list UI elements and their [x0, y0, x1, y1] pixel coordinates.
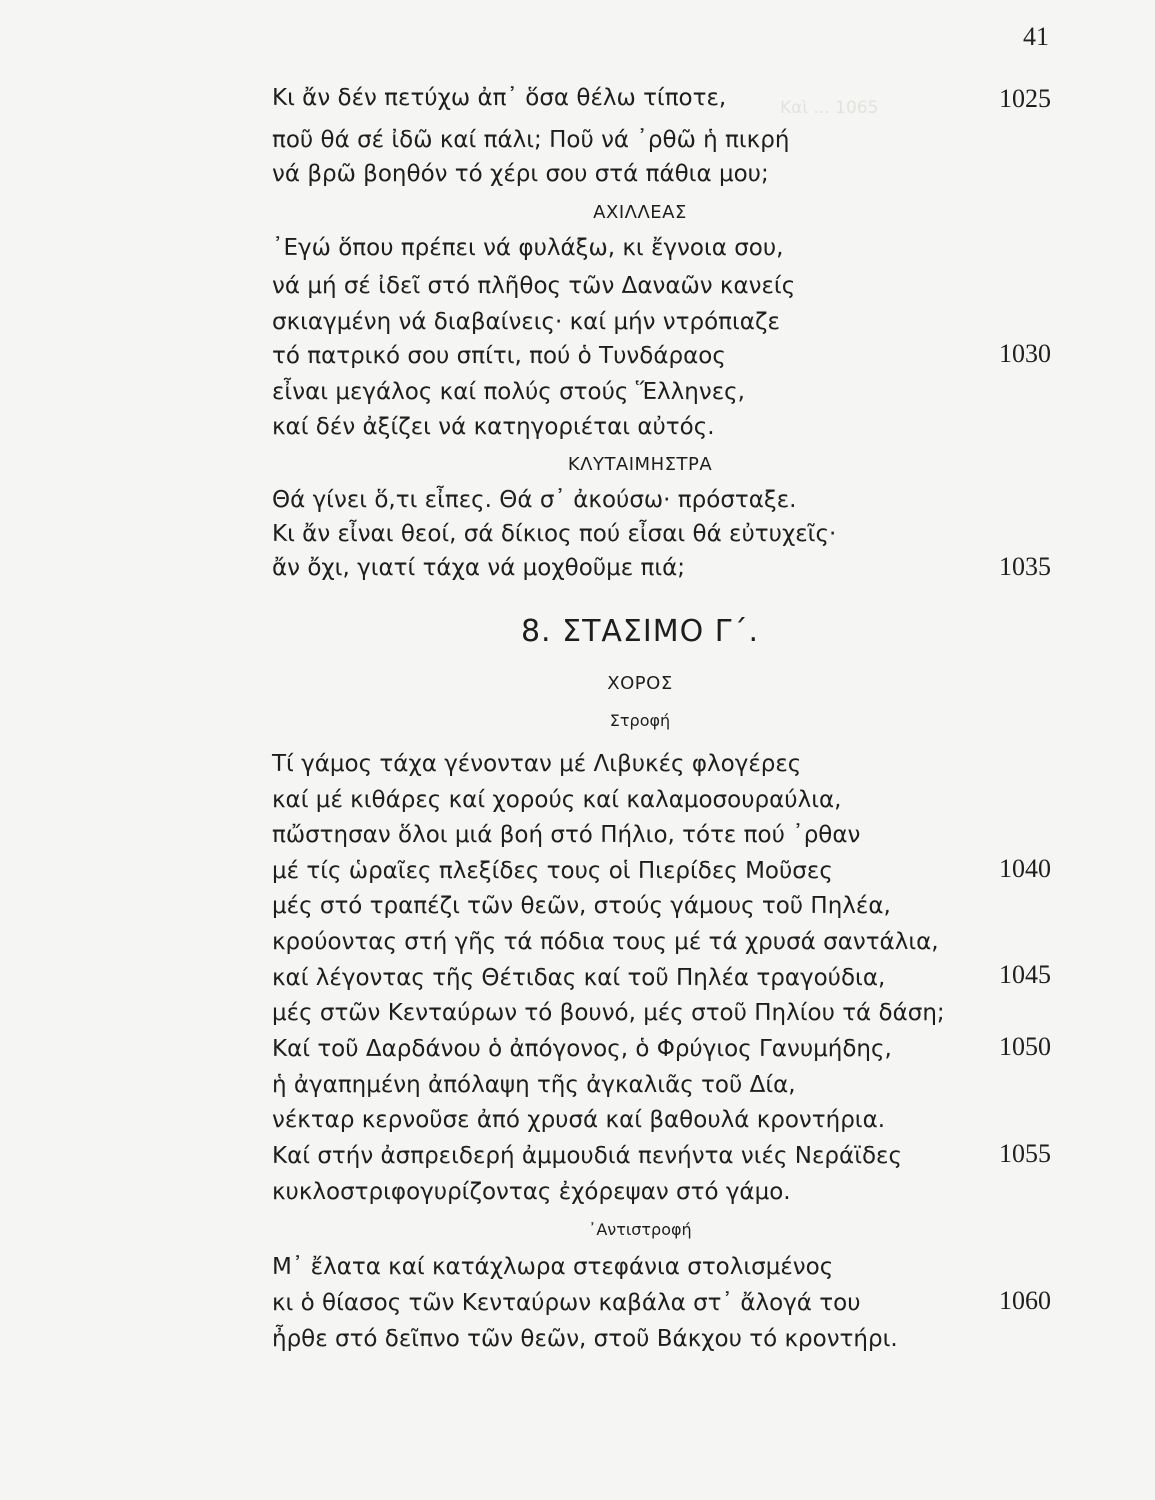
verse-line: νά βρῶ βοηθόν τό χέρι σου στά πάθια μου;: [272, 161, 769, 187]
verse-line: κυκλοστριφογυρίζοντας ἐχόρεψαν στό γάμο.: [272, 1179, 791, 1205]
line-number: 1060: [999, 1286, 1051, 1315]
verse-line: καί μέ κιθάρες καί χορούς καί καλαμοσουραύλια,: [272, 787, 842, 813]
verse-line: Τί γάμος τάχα γένονταν μέ Λιβυκές φλογέρες: [272, 751, 802, 777]
speaker-name: ΚΛΥΤΑΙΜΗΣΤΡΑ: [567, 454, 713, 475]
stanza-label: ᾽Αντιστροφή: [588, 1220, 692, 1239]
verse-line: νά μή σέ ἰδεῖ στό πλῆθος τῶν Δαναῶν κανείς: [272, 273, 796, 299]
verse-line: ἡ ἀγαπημένη ἀπόλαψη τῆς ἀγκαλιᾶς τοῦ Δία,: [272, 1072, 796, 1098]
line-number: 1055: [999, 1139, 1051, 1168]
verse-line: Θά γίνει ὅ,τι εἶπες. Θά σ᾽ ἀκούσω· πρόσταξε.: [272, 487, 797, 513]
speaker-name: ΧΟΡΟΣ: [607, 673, 673, 694]
verse-line: Κι ἄν εἶναι θεοί, σά δίκιος πού εἶσαι θά εὐτυχεῖς·: [272, 521, 837, 547]
section-title: 8. ΣΤΑΣΙΜΟ Γ΄.: [520, 614, 760, 649]
line-number: 1050: [999, 1032, 1051, 1061]
verse-line: μέ τίς ὡραῖες πλεξίδες τους οἱ Πιερίδες Μοῦσες: [272, 858, 833, 884]
verse-line: σκιαγμένη νά διαβαίνεις· καί μήν ντρόπιαζε: [272, 309, 780, 335]
verse-line: Μ᾽ ἔλατα καί κατάχλωρα στεφάνια στολισμένος: [272, 1254, 834, 1280]
stanza-label: Στροφή: [609, 711, 671, 730]
verse-line: ἄν ὄχι, γιατί τάχα νά μοχθοῦμε πιά;: [272, 555, 686, 581]
verse-line: ᾽Εγώ ὅπου πρέπει νά φυλάξω, κι ἔγνοια σου,: [272, 235, 784, 261]
verse-line: κι ὁ θίασος τῶν Κενταύρων καβάλα στ᾽ ἄλογά του: [272, 1290, 861, 1316]
verse-line: καί δέν ἀξίζει νά κατηγοριέται αὐτός.: [272, 414, 715, 440]
line-number: 1040: [999, 854, 1051, 883]
verse-line: ἦρθε στό δεῖπνο τῶν θεῶν, στοῦ Βάκχου τό κροντήρι.: [272, 1326, 898, 1352]
bleed-through-text: Καὶ ... 1065: [780, 98, 879, 118]
line-number: 1025: [999, 84, 1051, 113]
verse-line: πὤστησαν ὅλοι μιά βοή στό Πήλιο, τότε πού ᾽ρθαν: [272, 822, 861, 848]
speaker-name: ΑΧΙΛΛΕΑΣ: [593, 202, 687, 223]
verse-line: Καί στήν ἀσπρειδερή ἀμμουδιά πενήντα νιές Νεράϊδες: [272, 1143, 902, 1169]
verse-line: τό πατρικό σου σπίτι, πού ὁ Τυνδάραος: [272, 343, 726, 369]
line-number: 1030: [999, 339, 1051, 368]
verse-line: κρούοντας στή γῆς τά πόδια τους μέ τά χρυσά σαντάλια,: [272, 929, 939, 955]
verse-line: Κι ἄν δέν πετύχω ἀπ᾽ ὅσα θέλω τίποτε,: [272, 85, 727, 111]
verse-line: καί λέγοντας τῆς Θέτιδας καί τοῦ Πηλέα τραγούδια,: [272, 965, 886, 991]
verse-line: Καί τοῦ Δαρδάνου ὁ ἀπόγονος, ὁ Φρύγιος Γανυμήδης,: [272, 1036, 892, 1062]
line-number: 1035: [999, 552, 1051, 581]
verse-line: εἶναι μεγάλος καί πολύς στούς Ἕλληνες,: [272, 379, 745, 405]
line-number: 1045: [999, 960, 1051, 989]
verse-line: νέκταρ κερνοῦσε ἀπό χρυσά καί βαθουλά κροντήρια.: [272, 1107, 886, 1133]
verse-line: μές στό τραπέζι τῶν θεῶν, στούς γάμους τοῦ Πηλέα,: [272, 893, 891, 919]
verse-line: ποῦ θά σέ ἰδῶ καί πάλι; Ποῦ νά ᾽ρθῶ ἡ πικρή: [272, 127, 790, 153]
verse-line: μές στῶν Κενταύρων τό βουνό, μές στοῦ Πηλίου τά δάση;: [272, 1000, 945, 1026]
page-number: 41: [1023, 22, 1049, 51]
